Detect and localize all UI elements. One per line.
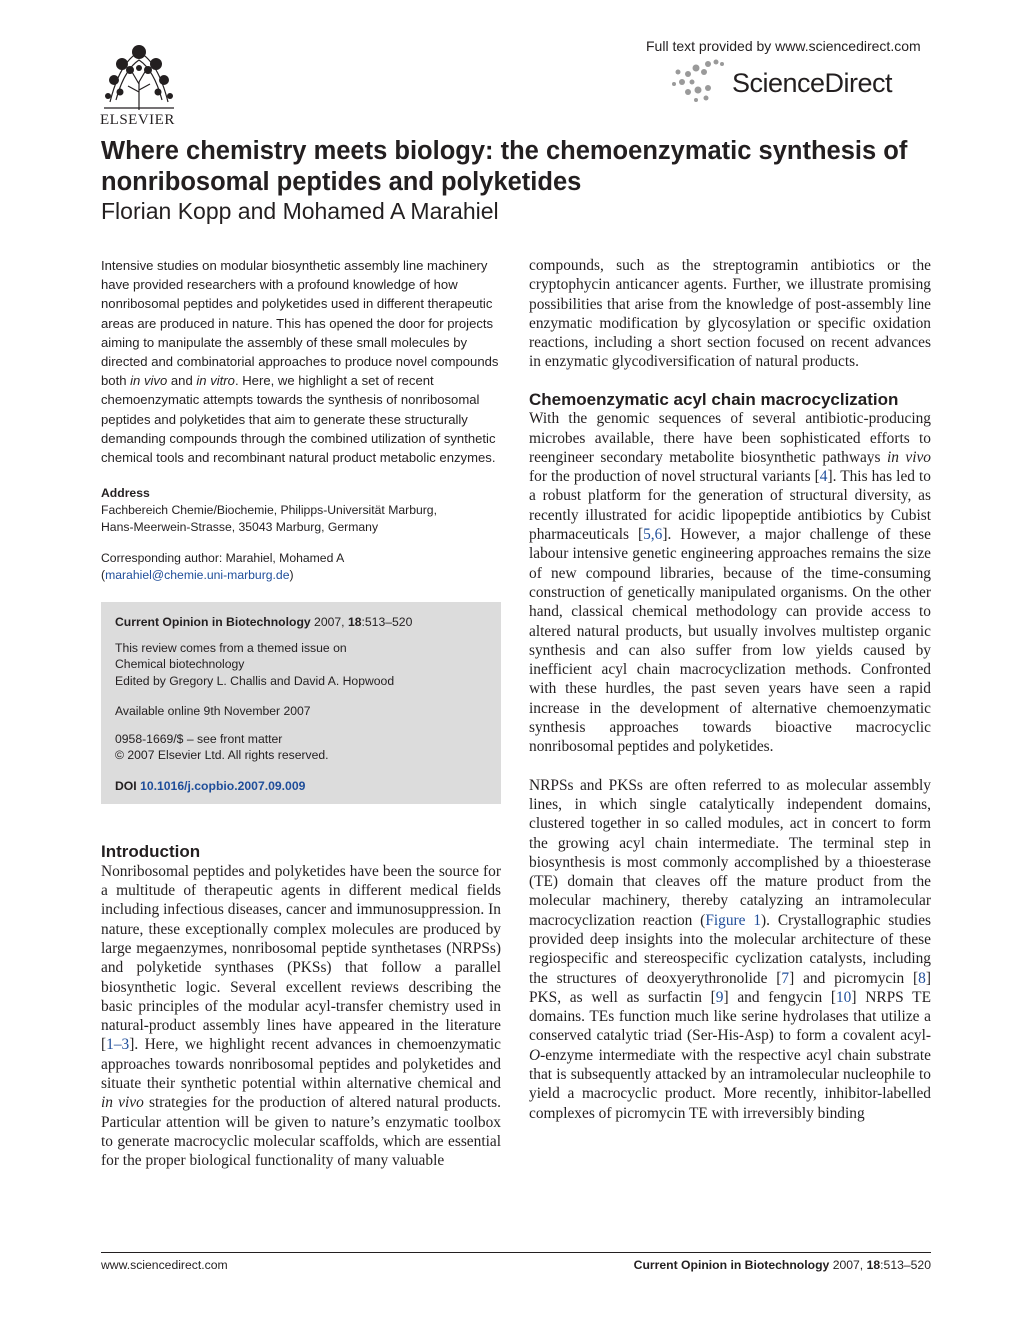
left-column — [101, 256, 501, 1170]
doi-label: DOI — [115, 778, 137, 793]
footer-pages: :513–520 — [880, 1258, 931, 1272]
section-heading-macrocyclization: Chemoenzymatic acyl chain macrocyclization — [529, 389, 899, 409]
ref-link-1-3[interactable]: 1–3 — [106, 1036, 130, 1054]
intro-text-1: Nonribosomal peptides and polyketides have been the source for a multitude of therapeutic agents in different medical fields including infectious diseases, cancer and immunosuppression. In nature, these exceptionally complex molecules are produced by large megaenzymes, nonribosomal peptide synthetases (NRPSs) and polyketide synthases (PKSs) that follow a parallel biosynthetic logic. Several excellent reviews describing the basic principles of the modular acyl-transfer chemistry used in natural-product assembly lines have appeared in the literature [ — [101, 862, 501, 1054]
address-line-2: Hans-Meerwein-Strasse, 35043 Marburg, Germany — [101, 520, 379, 535]
footer-url[interactable]: www.sciencedirect.com — [101, 1258, 228, 1272]
issn-line: 0958-1669/$ – see front matter — [115, 731, 283, 746]
s2-text-3: ]. This has led to a robust platform for the generation of structural diversity, as recently illustrated for acidic lipopeptide antibiotics by Cubist pharmaceuticals [ — [529, 468, 931, 544]
sciencedirect-wordmark: ScienceDirect — [732, 68, 893, 98]
author-email-link[interactable]: marahiel@chemie.uni-marburg.de — [105, 568, 290, 583]
citation-line — [115, 614, 487, 631]
abstract-in-vitro: in vitro — [196, 373, 235, 389]
footer-volume: 18 — [866, 1258, 881, 1272]
paren-open: ( — [101, 568, 106, 583]
paren-close: ) — [289, 568, 294, 583]
section2-paragraph-2 — [529, 776, 931, 1123]
elsevier-wordmark: ELSEVIER — [100, 112, 175, 128]
s2p2-text-2: ). Crystallographic studies provided deep insights into the molecular architecture of these regiospecific and stereospecific cyclization catalysts, including the structures of deoxyerythronolide [ — [529, 911, 932, 987]
copyright-line: © 2007 Elsevier Ltd. All rights reserved. — [115, 748, 329, 763]
available-online: Available online 9th November 2007 — [115, 704, 311, 719]
ref-link-10[interactable]: 10 — [835, 988, 852, 1006]
doi-link[interactable]: 10.1016/j.copbio.2007.09.009 — [140, 778, 306, 793]
sciencedirect-dots-icon — [668, 58, 728, 102]
abstract-in-vivo: in vivo — [130, 373, 168, 389]
sciencedirect-logo[interactable] — [668, 58, 908, 102]
s2p2-text-6: ] NRPS TE domains. TEs function much like serine hydrolases that utilize a conserved catalytic triad (Ser-His-Asp) to form a covalent acyl- — [529, 988, 931, 1045]
intro-text-3: strategies for the production of altered natural products. Particular attention will be given to nature’s enzymatic toolbox to generate macrocyclic molecular scaffolds, which are essential for the proper biological functionality of many valuable — [101, 1094, 501, 1170]
footer-citation — [634, 1258, 931, 1272]
section2-paragraph-1 — [529, 409, 931, 756]
citation-journal: Current Opinion in Biotechnology — [115, 615, 311, 630]
footer-year: 2007, — [829, 1258, 867, 1272]
article-authors: Florian Kopp and Mohamed A Marahiel — [101, 198, 499, 224]
abstract-text-1: Intensive studies on modular biosynthetic assembly line machinery have provided researchers with a profound knowledge of how nonribosomal peptides and polyketides used in different therapeutic areas are produced in nature. This has opened the door for projects aiming to manipulate the assembly of these small molecules by directed and combinatorial approaches to produce novel compounds both — [101, 258, 499, 389]
citation-year: 2007, — [310, 615, 348, 630]
s2p2-text-5: ] and fengycin [ — [723, 988, 836, 1006]
article-info-box — [101, 602, 501, 804]
address-label: Address — [101, 486, 150, 501]
ref-link-7[interactable]: 7 — [781, 969, 790, 987]
ref-link-9[interactable]: 9 — [715, 988, 724, 1006]
s2-in-vivo: in vivo — [886, 448, 931, 466]
footer-rule — [101, 1252, 931, 1253]
corresponding-email-line — [101, 567, 501, 584]
s2p2-o-italic: O — [529, 1046, 541, 1064]
theme-line-1: This review comes from a themed issue on — [115, 640, 347, 655]
intro-in-vivo: in vivo — [101, 1094, 144, 1112]
provided-by-text[interactable]: Full text provided by www.sciencedirect.com — [646, 38, 921, 54]
s2p2-text-7: -enzyme intermediate with the respective acyl chain substrate that is subsequently attacked by an intramolecular nucleophile to yield a macrocyclic product. More recently, inhibitor-labelled complexes of picromycin TE with irreversibly binding — [529, 1046, 931, 1122]
ref-link-5-6[interactable]: 5,6 — [643, 526, 663, 544]
citation-volume: 18 — [347, 615, 362, 630]
s2p2-text-1: NRPSs and PKSs are often referred to as molecular assembly lines, in which single catalytically independent domains, clustered together in so called modules, act in concert to form the growing acyl chain intermediate. The terminal step in biosynthesis is most commonly accomplished by a thioesterase (TE) domain that cleaves off the mature product from the molecular machinery, thereby catalyzing an intramolecular macrocyclization reaction ( — [529, 776, 931, 929]
elsevier-logo — [100, 42, 180, 128]
corresponding-author: Corresponding author: Marahiel, Mohamed A — [101, 551, 345, 566]
editors-line: Edited by Gregory L. Challis and David A. Hopwood — [115, 673, 395, 688]
citation-pages: :513–520 — [361, 615, 413, 630]
doi-line — [115, 778, 487, 795]
ref-link-8[interactable]: 8 — [918, 969, 926, 987]
abstract-text-2: . Here, we highlight a set of recent chemoenzymatic attempts towards the synthesis of nonribosomal peptides and polyketides that aim to generate these structurally demanding compounds through the combined utilization of synthetic chemical tools and recombinant natural product metabolic enzymes. — [101, 373, 496, 466]
right-column — [529, 256, 931, 1123]
article-title: Where chemistry meets biology: the chemoenzymatic synthesis of nonribosomal peptides and polyketides — [101, 137, 908, 196]
introduction-paragraph — [101, 862, 501, 1171]
s2p2-text-4: ] PKS, as well as surfactin [ — [529, 969, 932, 1006]
abstract-and: and — [167, 373, 197, 389]
footer-journal: Current Opinion in Biotechnology — [633, 1258, 830, 1272]
figure-1-link[interactable]: Figure 1 — [705, 911, 762, 929]
ref-link-4[interactable]: 4 — [819, 468, 828, 486]
abstract — [101, 256, 501, 467]
s2-text-2: for the production of novel structural variants [ — [529, 468, 820, 486]
intro-text-2: ]. Here, we highlight recent advances in chemoenzymatic approaches towards nonribosomal peptides and polyketides and situate their synthetic potential within alternative chemical and — [101, 1036, 501, 1092]
s2-text-4: ]. However, a major challenge of these labour intensive genetic engineering approaches remains the size of new compound libraries, because of the time-consuming construction of genetically manipulated organisms. On the other hand, classical chemical methodology can provide access to altered natural products, but usually involves multistep organic synthesis and can also suffer from low yields caused by inefficient acyl chain macrocyclization methods. Confronted with these hurdles, the past seven years have seen a rapid increase in the development of alternative chemoenzymatic synthesis approaches towards bioactive macrocyclic nonribosomal peptides and polyketides. — [529, 526, 931, 756]
address-line-1: Fachbereich Chemie/Biochemie, Philipps-Universität Marburg, — [101, 503, 437, 518]
s2p2-text-3: ] and picromycin [ — [789, 969, 919, 987]
introduction-heading: Introduction — [101, 842, 201, 862]
theme-line-2: Chemical biotechnology — [115, 657, 245, 672]
elsevier-tree-icon — [100, 42, 178, 112]
intro-continuation: compounds, such as the streptogramin antibiotics or the cryptophycin anticancer agents. Further, we illustrate promising possibilities that arise from the knowledge of post-assembly line enzymatic modification by glycosylation or specific oxidation reactions, including a short section focused on recent advances in enzymatic glycodiversification of natural products. — [529, 257, 931, 371]
s2-text-1: With the genomic sequences of several antibiotic-producing microbes available, there have been sophisticated efforts to reengineer secondary metabolite biosynthetic pathways — [529, 410, 931, 466]
